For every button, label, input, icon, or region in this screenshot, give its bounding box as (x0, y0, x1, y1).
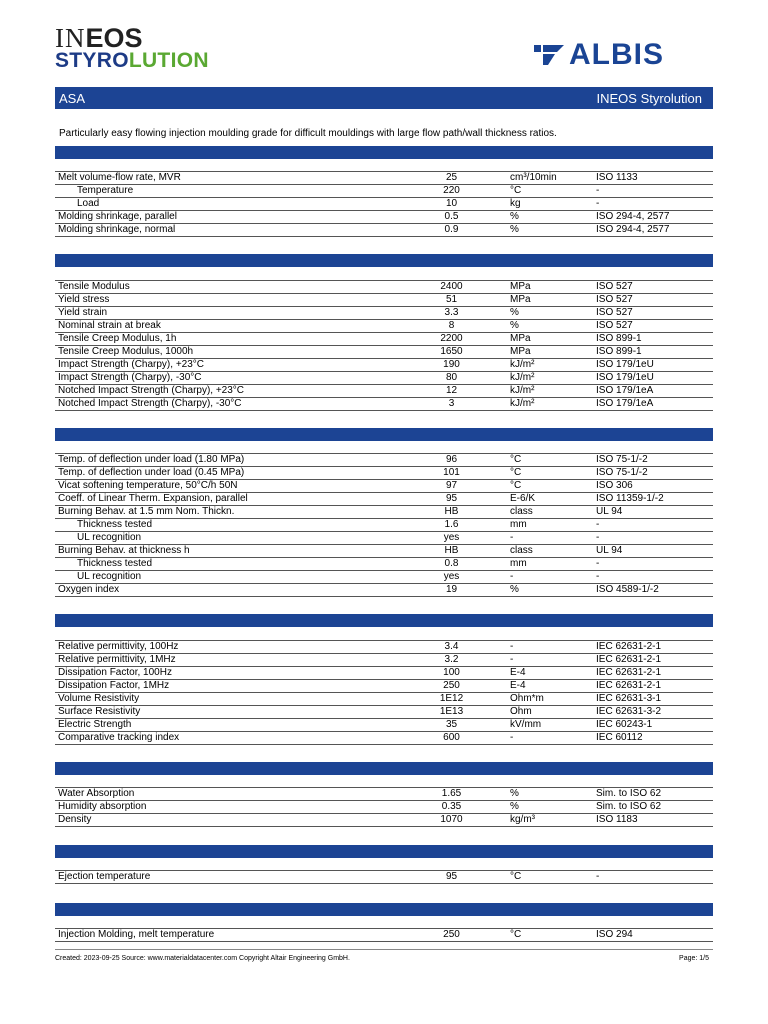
test-standard: UL 94 (596, 506, 623, 517)
properties-table-1 (55, 171, 713, 237)
property-name: Thickness tested (77, 558, 153, 569)
property-value: yes (443, 571, 460, 582)
property-value: 51 (445, 294, 458, 305)
table-row (55, 398, 713, 411)
property-unit: °C (510, 467, 522, 478)
property-name: Surface Resistivity (58, 706, 141, 717)
table-row (55, 788, 713, 801)
property-value: yes (443, 532, 460, 543)
property-unit: kJ/m² (510, 398, 535, 409)
property-value: 190 (443, 359, 460, 370)
property-unit: °C (510, 480, 522, 491)
test-standard: ISO 306 (596, 480, 633, 491)
property-unit: °C (510, 929, 522, 940)
footer-source: Created: 2023-09-25 Source: www.materialdatacenter.com Copyright Altair Engineering GmbH. (55, 955, 350, 962)
table-row (55, 680, 713, 693)
table-row (55, 211, 713, 224)
property-unit: °C (510, 871, 522, 882)
test-standard: ISO 4589-1/-2 (596, 584, 659, 595)
test-standard: - (596, 558, 600, 569)
property-value: 3.4 (444, 641, 459, 652)
properties-table-7 (55, 928, 713, 942)
property-value: 97 (445, 480, 458, 491)
property-value: 2400 (440, 281, 463, 292)
section-band-3 (55, 428, 713, 441)
table-row (55, 814, 713, 827)
property-name: Temperature (77, 185, 134, 196)
property-name: Vicat softening temperature, 50°C/h 50N (58, 480, 238, 491)
footer-page-number: Page: 1/5 (679, 955, 709, 962)
property-name: Dissipation Factor, 1MHz (58, 680, 170, 691)
property-unit: Ohm (510, 706, 532, 717)
property-value: 96 (445, 454, 458, 465)
property-name: Tensile Modulus (58, 281, 130, 292)
test-standard: IEC 62631-2-1 (596, 654, 662, 665)
table-row (55, 506, 713, 519)
test-standard: ISO 527 (596, 281, 633, 292)
property-name: Density (58, 814, 92, 825)
table-row (55, 732, 713, 745)
property-value: 95 (445, 871, 458, 882)
property-name: Thickness tested (77, 519, 153, 530)
property-unit: kg (510, 198, 521, 209)
albis-bird-icon (533, 43, 565, 67)
property-name: Notched Impact Strength (Charpy), -30°C (58, 398, 242, 409)
test-standard: ISO 527 (596, 294, 633, 305)
section-band-6 (55, 845, 713, 858)
table-row (55, 346, 713, 359)
property-name: Coeff. of Linear Therm. Expansion, parallel (58, 493, 248, 504)
property-value: HB (444, 506, 459, 517)
property-name: Water Absorption (58, 788, 135, 799)
table-row (55, 333, 713, 346)
property-unit: °C (510, 454, 522, 465)
property-name: Molding shrinkage, normal (58, 224, 176, 235)
property-unit: kJ/m² (510, 359, 535, 370)
property-unit: % (510, 584, 519, 595)
table-row (55, 172, 713, 185)
table-row (55, 584, 713, 597)
property-unit: kg/m³ (510, 814, 535, 825)
test-standard: - (596, 185, 600, 196)
test-standard: ISO 527 (596, 320, 633, 331)
property-unit: mm (510, 519, 527, 530)
property-value: 3.2 (444, 654, 459, 665)
section-band-1 (55, 146, 713, 159)
property-unit: - (510, 654, 514, 665)
properties-table-6 (55, 870, 713, 884)
styrolution-wordmark: STYROLUTION (55, 49, 209, 72)
table-row (55, 372, 713, 385)
table-row (55, 281, 713, 294)
property-unit: E-4 (510, 667, 526, 678)
test-standard: ISO 294-4, 2577 (596, 224, 670, 235)
property-unit: E-4 (510, 680, 526, 691)
table-row (55, 641, 713, 654)
property-unit: % (510, 211, 519, 222)
company-name: INEOS Styrolution (596, 91, 702, 106)
test-standard: ISO 1183 (596, 814, 638, 825)
property-name: Temp. of deflection under load (1.80 MPa) (58, 454, 245, 465)
table-row (55, 706, 713, 719)
property-unit: MPa (510, 346, 531, 357)
table-row (55, 532, 713, 545)
test-standard: ISO 1133 (596, 172, 638, 183)
table-row (55, 519, 713, 532)
table-row (55, 654, 713, 667)
property-unit: % (510, 788, 519, 799)
property-unit: % (510, 801, 519, 812)
property-unit: kJ/m² (510, 385, 535, 396)
test-standard: ISO 527 (596, 307, 633, 318)
table-row (55, 185, 713, 198)
property-name: Dissipation Factor, 100Hz (58, 667, 172, 678)
properties-table-4 (55, 640, 713, 745)
test-standard: ISO 294 (596, 929, 633, 940)
test-standard: IEC 62631-3-2 (596, 706, 662, 717)
property-name: Injection Molding, melt temperature (58, 929, 215, 940)
section-band-5 (55, 762, 713, 775)
property-name: Yield strain (58, 307, 108, 318)
test-standard: - (596, 519, 600, 530)
property-value: 35 (445, 719, 458, 730)
property-name: Burning Behav. at 1.5 mm Nom. Thickn. (58, 506, 235, 517)
property-name: Melt volume-flow rate, MVR (58, 172, 181, 183)
table-row (55, 929, 713, 942)
property-value: 10 (445, 198, 458, 209)
property-name: Impact Strength (Charpy), +23°C (58, 359, 205, 370)
property-unit: °C (510, 185, 522, 196)
table-row (55, 558, 713, 571)
property-name: Notched Impact Strength (Charpy), +23°C (58, 385, 245, 396)
property-name: Nominal strain at break (58, 320, 161, 331)
property-unit: - (510, 571, 514, 582)
properties-table-5 (55, 787, 713, 827)
property-name: Temp. of deflection under load (0.45 MPa) (58, 467, 245, 478)
test-standard: ISO 75-1/-2 (596, 467, 648, 478)
property-value: 1070 (440, 814, 463, 825)
properties-table-2 (55, 280, 713, 411)
property-unit: cm³/10min (510, 172, 557, 183)
test-standard: UL 94 (596, 545, 623, 556)
property-value: 1650 (440, 346, 463, 357)
property-unit: - (510, 732, 514, 743)
property-unit: - (510, 532, 514, 543)
property-name: Relative permittivity, 100Hz (58, 641, 179, 652)
property-unit: mm (510, 558, 527, 569)
property-value: 80 (445, 372, 458, 383)
product-description: Particularly easy flowing injection moulding grade for difficult mouldings with large flow path/wall thickness ratios. (59, 128, 557, 139)
property-value: 1.6 (444, 519, 459, 530)
property-name: UL recognition (77, 532, 142, 543)
test-standard: ISO 179/1eA (596, 385, 654, 396)
test-standard: Sim. to ISO 62 (596, 788, 662, 799)
table-row (55, 719, 713, 732)
property-value: HB (444, 545, 459, 556)
table-row (55, 871, 713, 884)
property-unit: % (510, 224, 519, 235)
property-value: 1.65 (441, 788, 462, 799)
ineos-styrolution-logo (55, 23, 209, 72)
table-row (55, 198, 713, 211)
property-value: 0.35 (441, 801, 462, 812)
test-standard: ISO 11359-1/-2 (596, 493, 664, 504)
test-standard: IEC 62631-2-1 (596, 680, 662, 691)
test-standard: ISO 899-1 (596, 333, 642, 344)
test-standard: Sim. to ISO 62 (596, 801, 662, 812)
test-standard: IEC 62631-3-1 (596, 693, 662, 704)
table-row (55, 224, 713, 237)
properties-table-3 (55, 453, 713, 597)
property-value: 0.8 (444, 558, 459, 569)
property-name: Humidity absorption (58, 801, 147, 812)
property-value: 19 (445, 584, 458, 595)
property-name: Oxygen index (58, 584, 120, 595)
property-unit: class (510, 545, 533, 556)
table-row (55, 320, 713, 333)
footer-divider (55, 949, 713, 950)
test-standard: IEC 60112 (596, 732, 643, 743)
property-unit: E-6/K (510, 493, 536, 504)
material-title: ASA (59, 91, 86, 106)
section-band-7 (55, 903, 713, 916)
table-row (55, 480, 713, 493)
test-standard: - (596, 532, 600, 543)
test-standard: - (596, 871, 600, 882)
property-name: Burning Behav. at thickness h (58, 545, 190, 556)
test-standard: ISO 75-1/-2 (596, 454, 648, 465)
table-row (55, 359, 713, 372)
property-value: 250 (443, 929, 460, 940)
property-name: Ejection temperature (58, 871, 151, 882)
property-value: 100 (443, 667, 460, 678)
test-standard: ISO 899-1 (596, 346, 642, 357)
property-value: 250 (443, 680, 460, 691)
property-name: Volume Resistivity (58, 693, 140, 704)
property-unit: Ohm*m (510, 693, 544, 704)
property-name: UL recognition (77, 571, 142, 582)
property-unit: % (510, 307, 519, 318)
property-name: Comparative tracking index (58, 732, 180, 743)
test-standard: IEC 62631-2-1 (596, 641, 662, 652)
table-row (55, 385, 713, 398)
property-value: 0.5 (444, 211, 459, 222)
table-row (55, 294, 713, 307)
table-row (55, 693, 713, 706)
property-unit: MPa (510, 294, 531, 305)
property-unit: class (510, 506, 533, 517)
property-name: Relative permittivity, 1MHz (58, 654, 176, 665)
property-value: 1E12 (439, 693, 464, 704)
property-value: 25 (445, 172, 458, 183)
property-unit: MPa (510, 333, 531, 344)
test-standard: - (596, 198, 600, 209)
property-value: 220 (443, 185, 460, 196)
property-unit: - (510, 641, 514, 652)
property-name: Impact Strength (Charpy), -30°C (58, 372, 202, 383)
property-value: 3 (448, 398, 455, 409)
property-value: 101 (443, 467, 460, 478)
property-name: Molding shrinkage, parallel (58, 211, 177, 222)
table-row (55, 571, 713, 584)
property-name: Tensile Creep Modulus, 1h (58, 333, 177, 344)
test-standard: ISO 179/1eU (596, 372, 654, 383)
property-name: Load (77, 198, 100, 209)
property-name: Electric Strength (58, 719, 132, 730)
property-value: 95 (445, 493, 458, 504)
table-row (55, 307, 713, 320)
property-value: 600 (443, 732, 460, 743)
title-bar (55, 87, 713, 109)
property-unit: MPa (510, 281, 531, 292)
section-band-4 (55, 614, 713, 627)
albis-logo (533, 38, 664, 71)
section-band-2 (55, 254, 713, 267)
property-name: Tensile Creep Modulus, 1000h (58, 346, 194, 357)
property-value: 12 (445, 385, 458, 396)
property-unit: kV/mm (510, 719, 542, 730)
property-value: 3.3 (444, 307, 459, 318)
table-row (55, 467, 713, 480)
table-row (55, 454, 713, 467)
test-standard: ISO 179/1eA (596, 398, 654, 409)
table-row (55, 667, 713, 680)
property-value: 8 (448, 320, 455, 331)
test-standard: - (596, 571, 600, 582)
property-value: 1E13 (439, 706, 464, 717)
ineos-wordmark: INEOS (55, 23, 143, 53)
table-row (55, 801, 713, 814)
table-row (55, 545, 713, 558)
property-name: Yield stress (58, 294, 110, 305)
test-standard: IEC 60243-1 (596, 719, 653, 730)
table-row (55, 493, 713, 506)
property-value: 2200 (440, 333, 463, 344)
property-unit: kJ/m² (510, 372, 535, 383)
albis-wordmark: ALBIS (569, 38, 664, 71)
test-standard: ISO 179/1eU (596, 359, 654, 370)
property-unit: % (510, 320, 519, 331)
property-value: 0.9 (444, 224, 459, 235)
test-standard: IEC 62631-2-1 (596, 667, 662, 678)
test-standard: ISO 294-4, 2577 (596, 211, 670, 222)
